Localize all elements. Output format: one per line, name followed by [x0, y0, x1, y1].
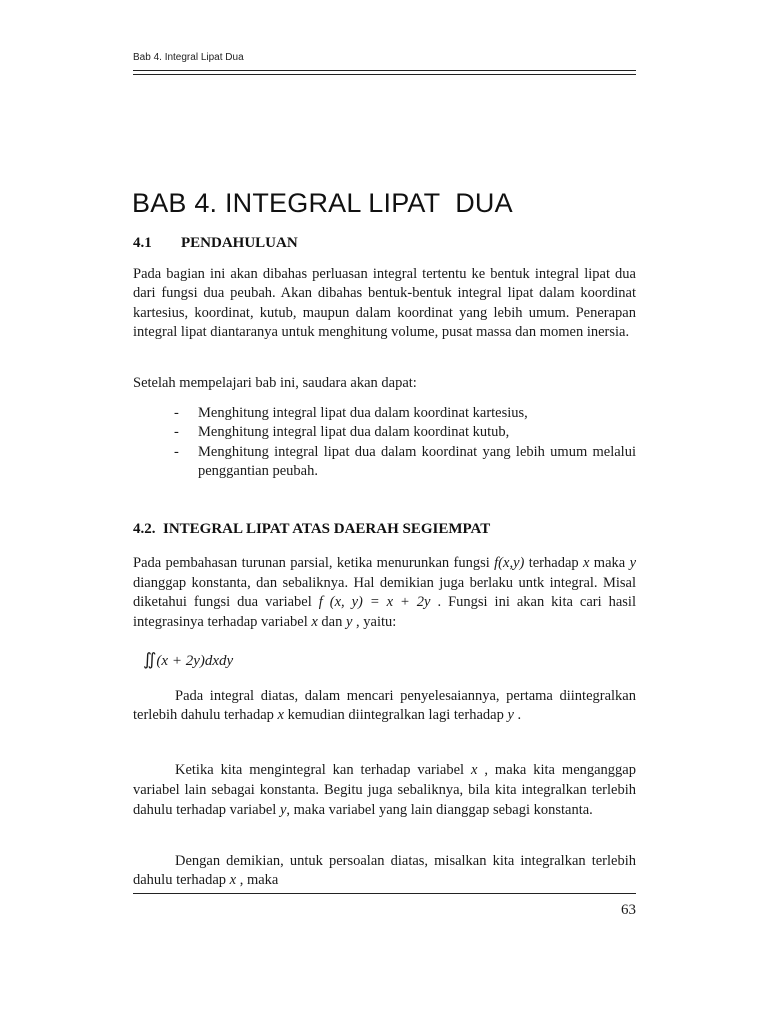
- list-item: [174, 404, 636, 423]
- list-item-text: Menghitung integral lipat dua dalam koordinat kutub,: [198, 424, 510, 441]
- bullet-dash: -: [174, 443, 179, 460]
- header-rule-thick: [133, 70, 636, 71]
- list-item: [174, 443, 636, 482]
- list-item: [174, 423, 636, 442]
- section-4-2-paragraph-3: Ketika kita mengintegral kan terhadap variabel x , maka kita menganggap variabel lain sebagai konstanta. Begitu juga sebaliknya, bila kita integralkan terlebih dahulu terhadap variabel y, maka variabel yang lain dianggap sebagi konstanta.: [133, 762, 636, 818]
- section-4-1-title: PENDAHULUAN: [181, 235, 298, 251]
- list-item-text: Menghitung integral lipat dua dalam koordinat kartesius,: [198, 405, 528, 421]
- double-integral-formula: [143, 650, 233, 670]
- integrand: (x + 2y)dxdy: [156, 653, 234, 669]
- section-4-1-number: 4.1: [133, 235, 152, 251]
- footer-rule: [133, 893, 636, 894]
- page-number: 63: [621, 902, 636, 918]
- section-4-1-paragraph: Pada bagian ini akan dibahas perluasan integral tertentu ke bentuk integral lipat dua dari fungsi dua peubah. Akan dibahas bentuk-bentuk integral lipat dalam koordinat kartesius, koordinat, kutub, maupun dalam koordinat yang lebih umum. Penerapan integral lipat diantaranya untuk menghitung volume, pusat massa dan momen inersia.: [133, 266, 636, 340]
- objectives-list: [174, 404, 636, 481]
- section-4-2-paragraph-4: Dengan demikian, untuk persoalan diatas, misalkan kita integralkan terlebih dahulu terhadap x , maka: [133, 853, 636, 889]
- bullet-dash: -: [174, 405, 179, 421]
- header-rule-thin: [133, 74, 636, 75]
- list-item-text: Menghitung integral lipat dua dalam koordinat yang lebih umum melalui penggantian peubah.: [198, 443, 636, 479]
- double-integral-sign: ∬: [143, 650, 157, 669]
- running-head: Bab 4. Integral Lipat Dua: [133, 52, 244, 63]
- section-4-2-title: 4.2. INTEGRAL LIPAT ATAS DAERAH SEGIEMPAT: [133, 521, 491, 537]
- section-4-2-paragraph-1: Pada pembahasan turunan parsial, ketika menurunkan fungsi f(x,y) terhadap x maka y dianggap konstanta, dan sebaliknya. Hal demikian juga berlaku untk integral. Misal diketahui fungsi dua variabel f (x, y) = x + 2y . Fungsi ini akan kita cari hasil integrasinya terhadap variabel x dan y , yaitu:: [133, 555, 637, 630]
- chapter-title: BAB 4. INTEGRAL LIPAT DUA: [132, 188, 513, 218]
- section-4-2-paragraph-2: Pada integral diatas, dalam mencari penyelesaiannya, pertama diintegralkan terlebih dahulu terhadap x kemudian diintegralkan lagi terhadap y .: [133, 688, 636, 724]
- bullet-dash: -: [174, 424, 179, 441]
- objectives-intro: Setelah mempelajari bab ini, saudara akan dapat:: [133, 375, 417, 391]
